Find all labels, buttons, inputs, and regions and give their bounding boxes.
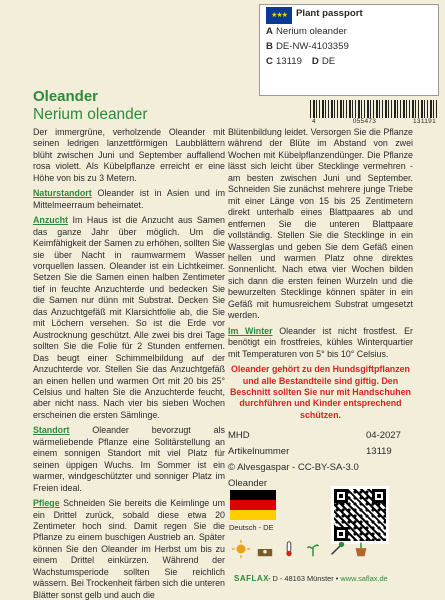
passport-title: Plant passport bbox=[296, 8, 363, 19]
eu-flag-icon: ★★★ bbox=[266, 7, 292, 24]
barcode bbox=[310, 100, 438, 128]
pflege-keyword: Pflege bbox=[33, 498, 60, 509]
germination-icon bbox=[304, 540, 322, 558]
barcode-digit-3: 131191 bbox=[412, 118, 436, 125]
passport-c-value: 13119 bbox=[275, 56, 302, 67]
page-title: Oleander bbox=[33, 88, 99, 105]
qr-code[interactable] bbox=[331, 486, 389, 544]
winter-paragraph bbox=[228, 326, 413, 360]
saflax-logo: SAFLAX bbox=[234, 574, 269, 583]
standort-text: Oleander bevorzugt als wärmeliebende Pflanze eine Solitärstellung an einem sonnigen Standort mit viel Platz für seinen üppigen Wuchs. Im Sommer ist ein warmer, windgeschützter und sonniger Platz im Freien ideal. bbox=[33, 425, 225, 493]
sun-icon bbox=[232, 540, 250, 558]
language-label: Deutsch - DE bbox=[229, 523, 274, 532]
footer-address-text: - D - 48163 Münster • bbox=[268, 574, 341, 583]
pot-icon bbox=[352, 540, 370, 558]
article-label: Artikelnummer bbox=[228, 446, 290, 457]
mhd-label: MHD bbox=[228, 430, 250, 441]
product-info bbox=[228, 428, 418, 492]
passport-b-value: DE-NW-4103359 bbox=[275, 41, 349, 52]
germany-flag-icon bbox=[230, 490, 276, 520]
naturstandort-text: Oleander ist in Asien und im Mittelmeerraum beheimatet. bbox=[33, 188, 225, 210]
passport-a-value: Nerium oleander bbox=[275, 26, 347, 37]
thermometer-icon bbox=[280, 540, 298, 558]
website-link[interactable]: www.saflax.de bbox=[340, 574, 388, 583]
footer-address bbox=[268, 574, 388, 583]
left-column bbox=[33, 127, 225, 600]
seed-depth-icon bbox=[256, 540, 274, 558]
passport-c-label: C bbox=[266, 56, 273, 67]
page-subtitle: Nerium oleander bbox=[33, 106, 148, 123]
article-value: 13119 bbox=[366, 446, 392, 457]
barcode-digit-1: 4 bbox=[312, 118, 316, 125]
anzucht-paragraph bbox=[33, 215, 225, 421]
passport-d-label: D bbox=[311, 56, 319, 67]
anzucht-keyword: Anzucht bbox=[33, 215, 69, 226]
standort-paragraph bbox=[33, 425, 225, 494]
plant-passport bbox=[259, 4, 439, 96]
winter-keyword: Im Winter bbox=[228, 325, 273, 336]
image-credit: © Alvesgaspar - CC-BY-SA-3.0 bbox=[228, 462, 359, 473]
product-name: Oleander bbox=[228, 478, 268, 489]
intro-paragraph: Der immergrüne, verholzende Oleander mit seinen ledrigen lanzettförmigen Laubblättern blüht zwischen Juni und September auffallend rosa violett. Als Kübelpflanze erreicht er eine Höhe von bis zu 3 Metern. bbox=[33, 127, 225, 183]
care-icons bbox=[232, 540, 370, 558]
pflege-text: Schneiden Sie bereits die Keimlinge um ein Drittel zurück, sobald diese etwa 20 Zentimeter hoch sind. Damit regen Sie die Pflanze zu einem buschigen Austrieb an. Später können Sie den Oleander im Herbst um bis zu einem Drittel einkürzen. Während der Wachstumsperiode sollten Sie reichlich wässern. Bei Trockenheit färben sich die unteren Blätter sonst gelb und auch die bbox=[33, 498, 225, 600]
winter-text: Oleander ist nicht frostfest. Er benötigt ein frostfreies, kühles Winterquartier mit Temperaturen von 5° bis 10° Celsius. bbox=[228, 325, 413, 359]
passport-a-label: A bbox=[266, 26, 273, 37]
barcode-bars bbox=[310, 100, 438, 118]
barcode-digit-2: 055473 bbox=[352, 118, 377, 125]
naturstandort-paragraph bbox=[33, 188, 225, 211]
pflege-paragraph bbox=[33, 498, 225, 600]
mhd-value: 04-2027 bbox=[366, 430, 401, 441]
standort-keyword: Standort bbox=[33, 425, 70, 436]
naturstandort-keyword: Naturstandort bbox=[33, 188, 92, 199]
harvest-icon bbox=[328, 540, 346, 558]
pflege-continuation: Blütenbildung leidet. Versorgen Sie die Pflanze während der Blüte im Abstand von zwei Wochen mit Kübelpflanzendünger. Die Pflanze lässt sich leicht über Stecklinge vermehren - am besten zwischen Juni und September. Schneiden Sie zunächst mehrere junge Triebe mit einer Länge von 15 bis 25 Zentimetern direkt unterhalb eines Blattpaares ab und entfernen Sie die unteren Blattpaare vollständig. Stellen Sie die Stecklinge in ein Wasserglas und geben Sie dem Gefäß einen hellen und warmen Platz ohne direktes Sonnenlicht. Nach etwa vier Wochen bilden sich dann die ersten feinen Wurzeln und die bewurzelten Stecklinge können später in ein Gefäß mit humusreichem Substrat umgesetzt werden. bbox=[228, 127, 413, 321]
passport-d-value: DE bbox=[321, 56, 336, 67]
anzucht-text: Im Haus ist die Anzucht aus Samen das ganze Jahr über möglich. Um die Keimfähigkeit der Samen zu erhöhen, sollten Sie sie über Nacht in raumwarmem Wasser vorquellen lassen. Oleander ist ein Lichtkeimer. Setzen Sie die Samen einen halben Zentimeter tief in feuchte Anzuchterde und bedecken Sie die Samen nur dünn mit Substrat. Decken Sie das Anzuchtgefäß mit Klarsichtfolie ab, die Sie mit Löchern versehen. So ist die Erde vor Austrocknung geschützt. Alle zwei bis drei Tage sollten Sie die Folie für 2 Stunden entfernen. Das beugt einer Schimmelbildung auf der Anzuchterde vor. Stellen Sie das Anzuchtgefäß an einen hellen und warmen Ort mit 20 bis 25° Celsius und halten Sie die Anzuchterde feucht, aber nicht nass. Nach vier bis sieben Wochen erscheinen die ersten Sämlinge. bbox=[33, 215, 225, 420]
right-column bbox=[228, 127, 413, 425]
passport-b-label: B bbox=[266, 41, 273, 52]
toxicity-warning: Oleander gehört zu den Hundsgiftpflanzen und alle Bestandteile sind giftig. Den Beschnitt sollten Sie nur mit Handschuhen durchführen und Kinder entsprechend schützen. bbox=[230, 364, 411, 420]
